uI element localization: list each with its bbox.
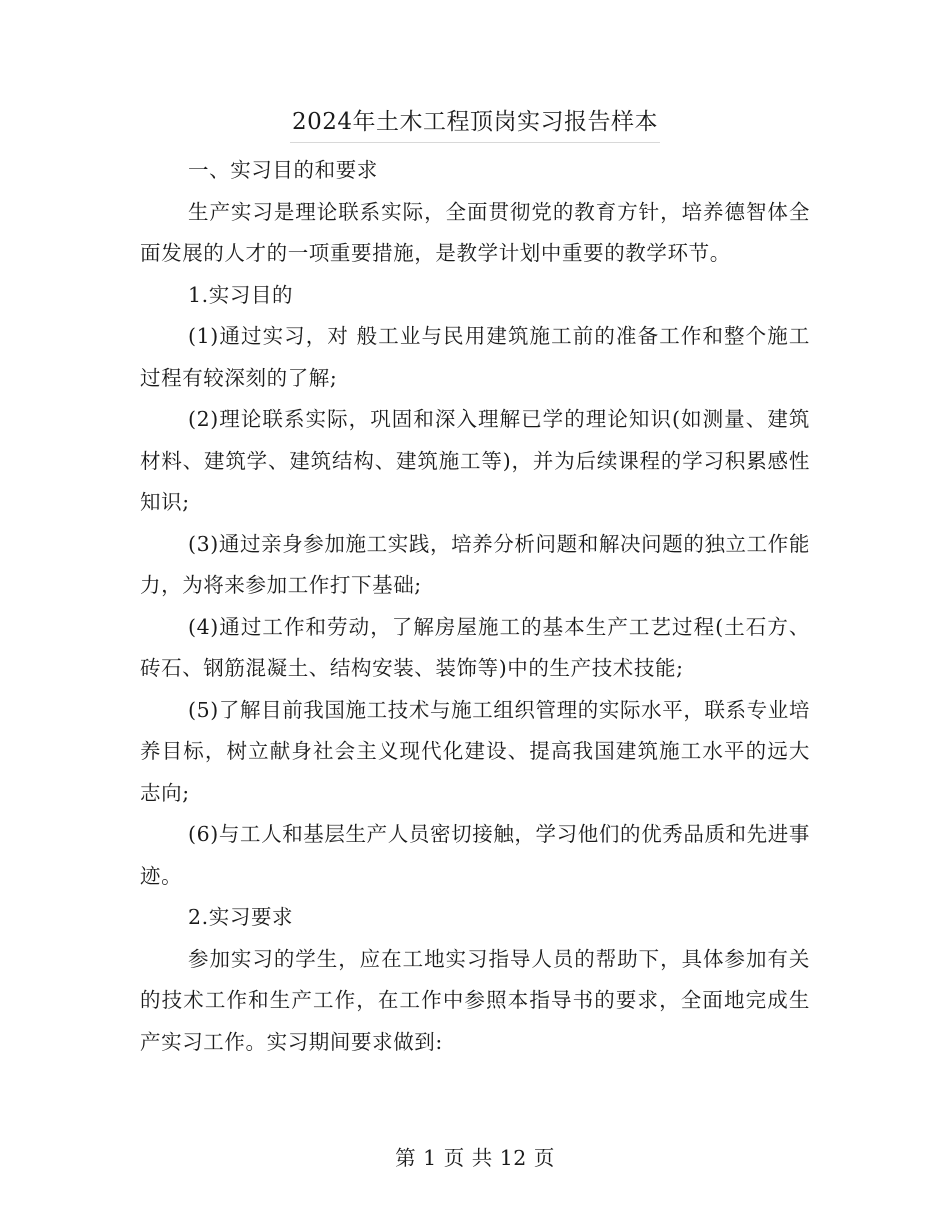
list-item: (5)了解目前我国施工技术与施工组织管理的实际水平，联系专业培养目标，树立献身社会主义现代化建设、提高我国建筑施工水平的远大志向; bbox=[140, 697, 810, 805]
body-paragraph: 参加实习的学生，应在工地实习指导人员的帮助下，具体参加有关的技术工作和生产工作，在工作中参照本指导书的要求，全面地完成生产实习工作。实习期间要求做到: bbox=[140, 946, 810, 1054]
list-item: (6)与工人和基层生产人员密切接触，学习他们的优秀品质和先进事迹。 bbox=[140, 822, 810, 888]
title-container bbox=[0, 102, 950, 143]
list-item: (1)通过实习，对 般工业与民用建筑施工前的准备工作和整个施工过程有较深刻的了解; bbox=[140, 324, 810, 390]
document-body bbox=[140, 150, 810, 1063]
list-item: (2)理论联系实际，巩固和深入理解已学的理论知识(如测量、建筑材料、建筑学、建筑结构、建筑施工等)，并为后续课程的学习积累感性知识; bbox=[140, 407, 810, 514]
section-heading: 一、实习目的和要求 bbox=[188, 158, 378, 182]
subsection-heading: 2.实习要求 bbox=[188, 905, 294, 929]
list-item: (3)通过亲身参加施工实践，培养分析问题和解决问题的独立工作能力，为将来参加工作打下基础; bbox=[140, 531, 810, 597]
document-title: 2024年土木工程顶岗实习报告样本 bbox=[290, 102, 660, 143]
subsection-heading: 1.实习目的 bbox=[188, 282, 294, 307]
page-footer: 第 1 页 共 12 页 bbox=[395, 1146, 555, 1170]
list-item: (4)通过工作和劳动，了解房屋施工的基本生产工艺过程(土石方、砖石、钢筋混凝土、结构安装、装饰等)中的生产技术技能; bbox=[140, 614, 810, 680]
body-paragraph: 生产实习是理论联系实际，全面贯彻党的教育方针，培养德智体全面发展的人才的一项重要措施，是教学计划中重要的教学环节。 bbox=[140, 199, 810, 265]
